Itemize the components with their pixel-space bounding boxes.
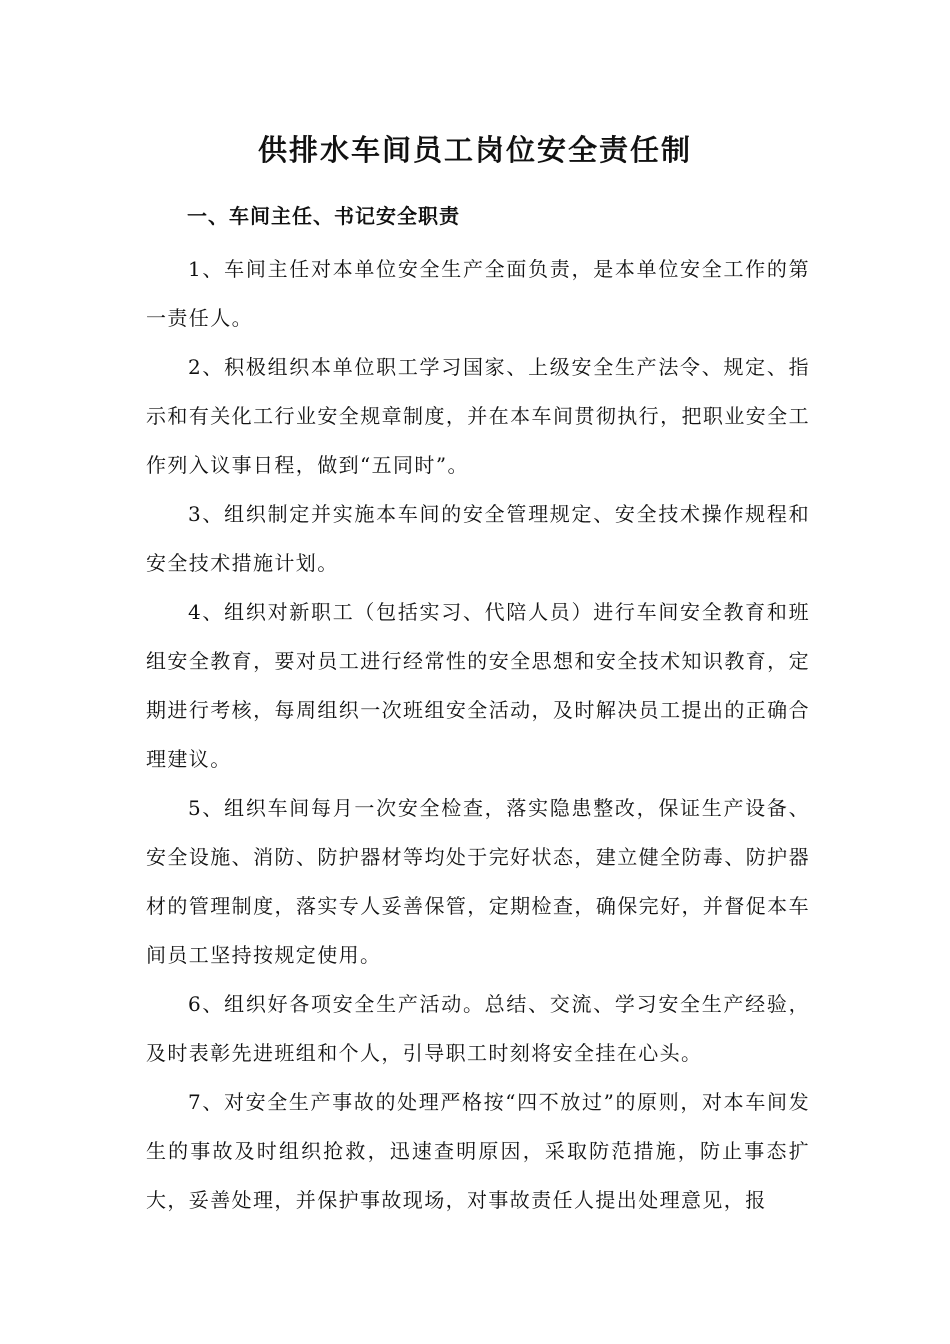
paragraph-6: 6、组织好各项安全生产活动。总结、交流、学习安全生产经验，及时表彰先进班组和个人，引导职工时刻将安全挂在心头。	[146, 992, 810, 1065]
section-heading: 一、车间主任、书记安全职责	[187, 204, 460, 228]
paragraph-5: 5、组织车间每月一次安全检查，落实隐患整改，保证生产设备、安全设施、消防、防护器材等均处于完好状态，建立健全防毒、防护器材的管理制度，落实专人妥善保管，定期检查，确保完好，并督促本车间员工坚持按规定使用。	[146, 796, 810, 967]
document-title: 供排水车间员工岗位安全责任制	[257, 133, 692, 167]
document-body	[146, 245, 810, 1225]
paragraph-2: 2、积极组织本单位职工学习国家、上级安全生产法令、规定、指示和有关化工行业安全规章制度，并在本车间贯彻执行，把职业安全工作列入议事日程，做到“五同时”。	[146, 355, 810, 477]
paragraph-7: 7、对安全生产事故的处理严格按“四不放过”的原则，对本车间发生的事故及时组织抢救，迅速查明原因，采取防范措施，防止事态扩大，妥善处理，并保护事故现场，对事故责任人提出处理意见，报	[146, 1090, 810, 1212]
paragraph-4: 4、组织对新职工（包括实习、代陪人员）进行车间安全教育和班组安全教育，要对员工进行经常性的安全思想和安全技术知识教育，定期进行考核，每周组织一次班组安全活动，及时解决员工提出的正确合理建议。	[146, 600, 810, 771]
paragraph-1: 1、车间主任对本单位安全生产全面负责，是本单位安全工作的第一责任人。	[146, 257, 810, 330]
paragraph-3: 3、组织制定并实施本车间的安全管理规定、安全技术操作规程和安全技术措施计划。	[146, 502, 810, 575]
